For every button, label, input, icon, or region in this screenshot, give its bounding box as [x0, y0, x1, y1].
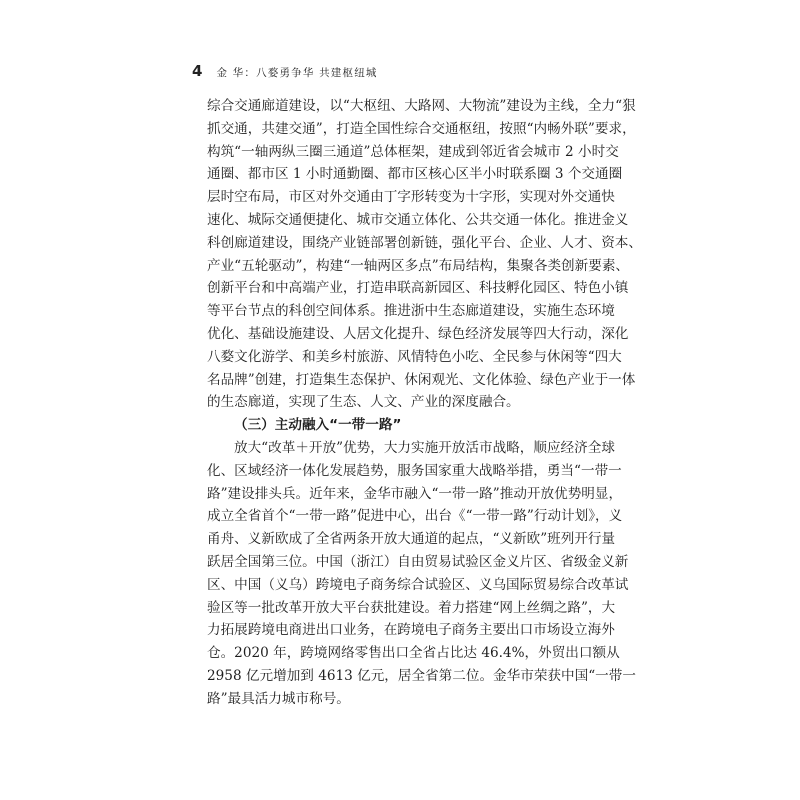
- text-line: 仓。2020 年，跨境网络零售出口全省占比达 46.4%，外贸出口额从: [207, 645, 620, 662]
- text-line: 放大“改革＋开放”优势，大力实施开放活市战略，顺应经济全球: [234, 439, 615, 456]
- text-line: 八婺文化游学、和美乡村旅游、风情特色小吃、全民参与休闲等“四大: [207, 348, 622, 365]
- text-line: 成立全省首个“一带一路”促进中心，出台《“一带一路”行动计划》，义: [207, 508, 623, 525]
- text-line: 甬舟、义新欧成了全省两条开放大通道的起点，“义新欧”班列开行量: [207, 531, 616, 548]
- text-line: 抓交通，共建交通”，打造全国性综合交通枢纽，按照“内畅外联”要求，: [207, 120, 636, 137]
- text-line: 路”建设排头兵。近年来，金华市融入“一带一路”推动开放优势明显，: [207, 485, 623, 502]
- text-line: 等平台节点的科创空间体系。推进浙中生态廊道建设，实施生态环境: [207, 303, 615, 320]
- page-number: 4: [192, 62, 203, 80]
- text-line: 路”最具活力城市称号。: [207, 690, 350, 707]
- text-line: 构筑“一轴两纵三圈三通道”总体框架，建成到邻近省会城市 2 小时交: [207, 143, 619, 160]
- text-line: 科创廊道建设，围绕产业链部署创新链，强化平台、企业、人才、资本、: [207, 234, 642, 251]
- text-line: 创新平台和中高端产业，打造串联高新园区、科技孵化园区、特色小镇: [207, 280, 629, 297]
- text-line: 产业“五轮驱动”，构建“一轴两区多点”布局结构，集聚各类创新要素、: [207, 257, 630, 274]
- text-line: 力拓展跨境电商进出口业务，在跨境电子商务主要出口市场设立海外: [207, 622, 615, 639]
- text-line: 综合交通廊道建设，以“大枢纽、大路网、大物流”建设为主线，全力“狠: [207, 98, 636, 114]
- running-head: [192, 62, 378, 82]
- text-line: 名品牌”创建，打造集生态保护、休闲观光、文化体验、绿色产业于一体: [207, 371, 636, 388]
- text-line: 速化、城际交通便捷化、城市交通立体化、公共交通一体化。推进金义: [207, 211, 629, 228]
- text-line: 2958 亿元增加到 4613 亿元，居全省第二位。金华市荣获中国“一带一: [207, 667, 636, 684]
- paragraph-corridors: [207, 95, 642, 414]
- text-line: 优化、基础设施建设、人居文化提升、绿色经济发展等四大行动，深化: [207, 325, 629, 342]
- text-line: 层时空布局，市区对外交通由丁字形转变为十字形，实现对外交通快: [207, 189, 615, 206]
- text-line: 区、中国（义乌）跨境电子商务综合试验区、义乌国际贸易综合改革试: [207, 576, 629, 593]
- text-line: 通圈、都市区 1 小时通勤圈、都市区核心区半小时联系圈 3 个交通圈: [207, 166, 623, 183]
- text-line: 的生态廊道，实现了生态、人文、产业的深度融合。: [207, 394, 520, 411]
- section-heading: （三）主动融入“一带一路”: [234, 417, 402, 434]
- text-line: 验区等一批改革开放大平台获批建设。着力搭建“网上丝绸之路”，大: [207, 599, 616, 616]
- text-line: 跃居全国第三位。中国（浙江）自由贸易试验区金义片区、省级金义新: [207, 553, 629, 570]
- running-title: 金 华：八婺勇争华 共建枢纽城: [216, 67, 378, 79]
- paragraph-belt-and-road: [207, 437, 636, 711]
- body-text: [207, 95, 642, 711]
- text-line: 化、区域经济一体化发展趋势，服务国家重大战略举措，勇当“一带一: [207, 462, 622, 479]
